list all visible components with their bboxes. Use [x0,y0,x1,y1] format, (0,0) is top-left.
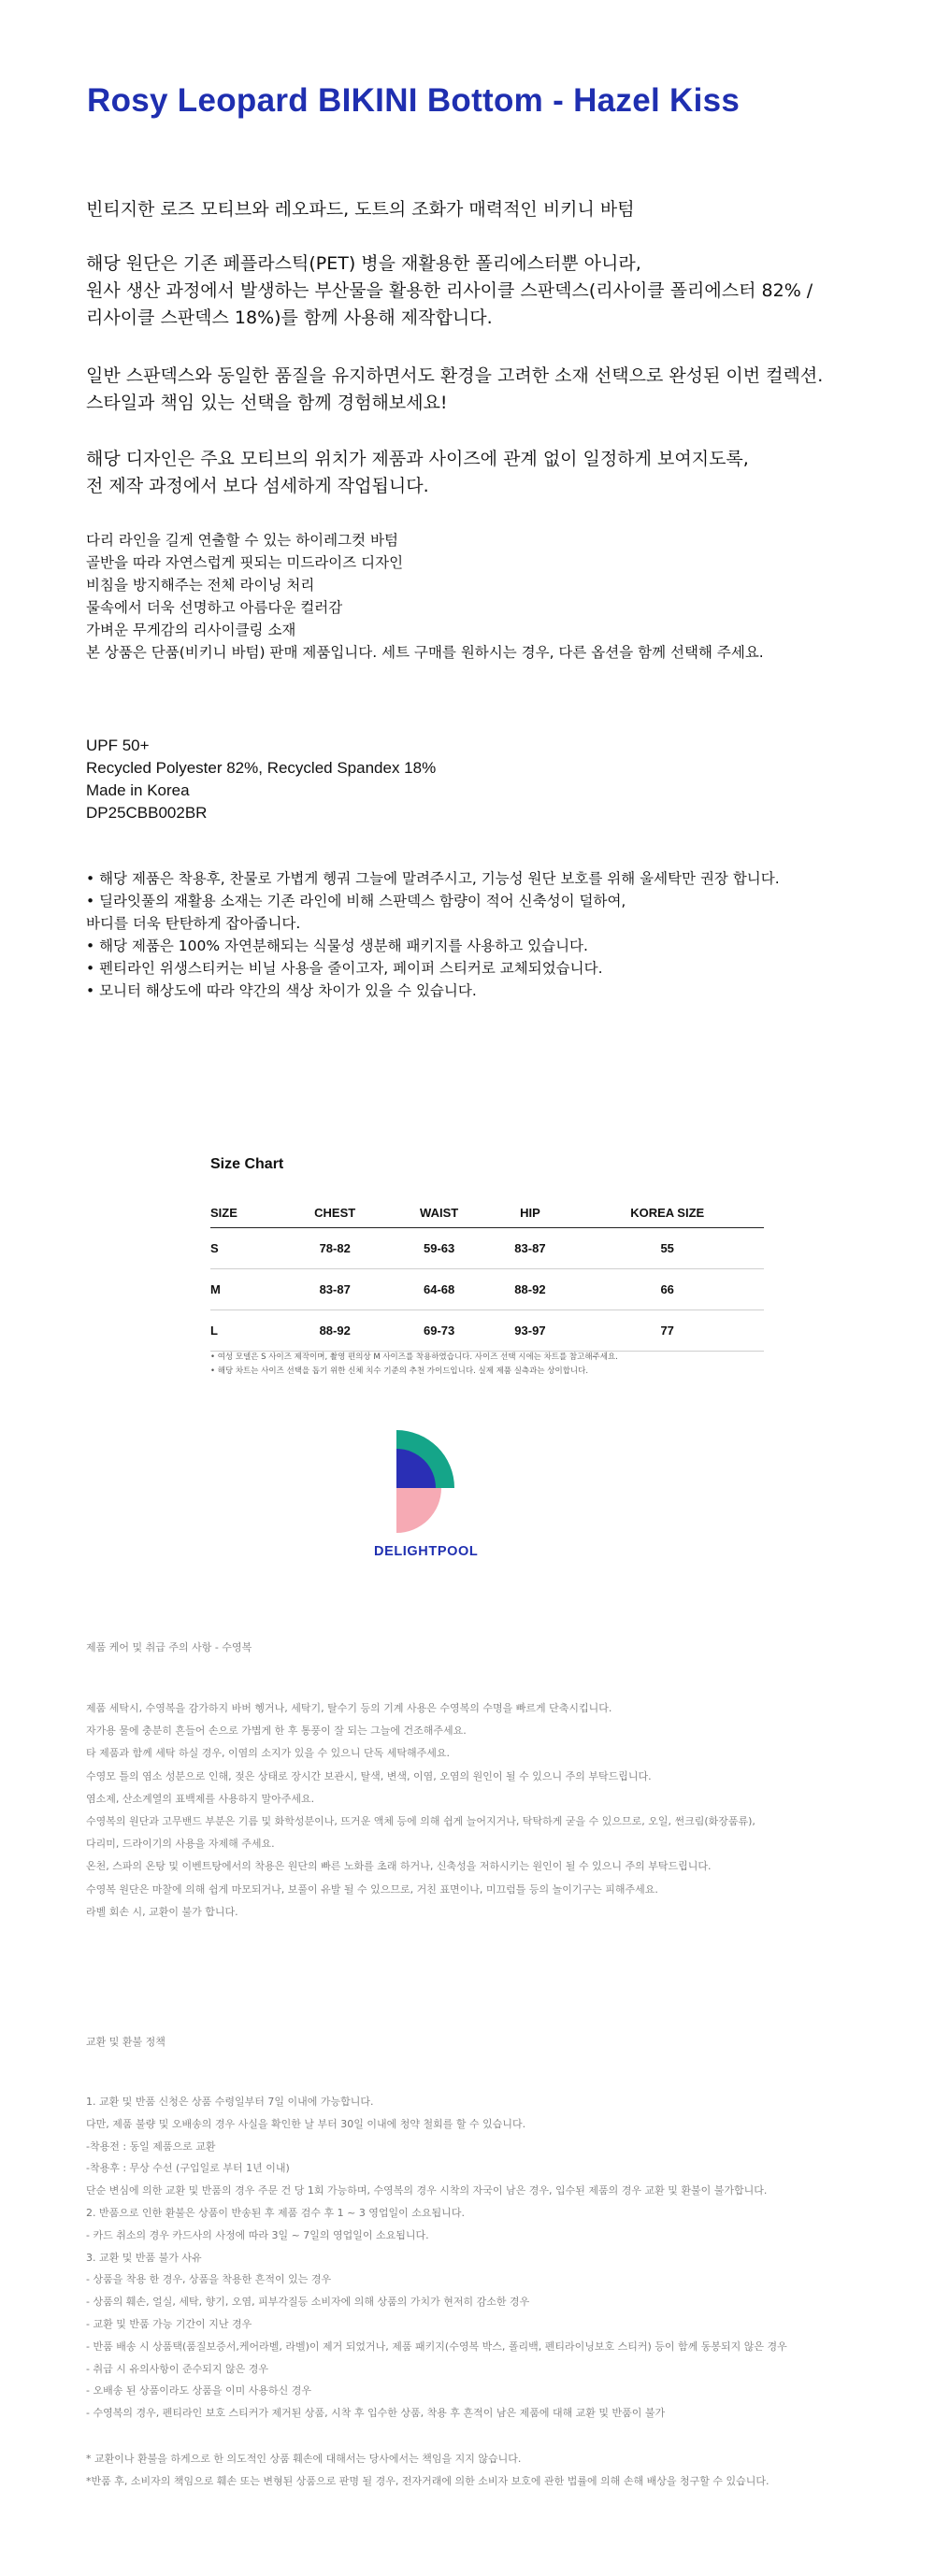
care-line: 염소제, 산소계열의 표백제를 사용하지 말아주세요. [86,1792,315,1805]
table-cell: L [210,1309,281,1351]
header-cell: WAIST [389,1199,490,1227]
notice-item: • 모니터 해상도에 따라 약간의 색상 차이가 있을 수 있습니다. [86,982,477,999]
table-cell: 93-97 [489,1309,570,1351]
description-motif [86,446,909,500]
exchange-line: 다만, 제품 불량 및 오배송의 경우 사실을 확인한 날 부터 30일 이내에 청약 철회를 할 수 있습니다. [86,2117,526,2130]
notice-item: • 딜라잇풀의 재활용 소재는 기존 라인에 비해 스판덱스 함량이 적어 신축성이 덜하여, [86,893,626,909]
description-line: 리사이클 스판덱스 18%)를 함께 사용해 제작합니다. [86,308,493,328]
table-cell: 77 [570,1309,764,1351]
description-fabric [86,250,909,332]
care-line: 온천, 스파의 온탕 및 이벤트탕에서의 착용은 원단의 빠른 노화를 초래 하거나, 신축성을 저하시키는 원인이 될 수 있으니 주의 부탁드립니다. [86,1860,712,1873]
exchange-line: - 오배송 된 상품이라도 상품을 이미 사용하신 경우 [86,2384,311,2397]
size-chart-notes [210,1351,618,1379]
table-cell: 59-63 [389,1227,490,1268]
exchange-footnote: * 교환이나 환불을 하게으로 한 의도적인 상품 훼손에 대해서는 당사에서는 책임을 지지 않습니다. [86,2453,522,2465]
spec-list [86,735,909,824]
exchange-line: - 상품을 착용 한 경우, 상품을 착용한 흔적이 있는 경우 [86,2273,332,2286]
care-instructions [86,1697,755,1924]
table-cell: 66 [570,1268,764,1309]
table-cell: S [210,1227,281,1268]
size-chart-note: • 여성 모델은 S 사이즈 제작이며, 촬영 편의상 M 사이즈를 착용하였습니다. 사이즈 선택 시에는 차트를 참고해주세요. [210,1352,618,1362]
description-line: 일반 스판덱스와 동일한 품질을 유지하면서도 환경을 고려한 소재 선택으로 완성된 이번 컬렉션. [86,365,824,386]
care-line: 수영복의 원단과 고무밴드 부분은 기름 및 화학성분이나, 뜨거운 액체 등에 의해 쉽게 늘어지거나, 탁탁하게 굳을 수 있으므로, 오일, 썬크림(화장품류), [86,1815,755,1828]
notice-list [86,867,909,1002]
feature-item: 다리 라인을 길게 연출할 수 있는 하이레그컷 바텀 [86,532,398,549]
exchange-heading: 교환 및 환불 정책 [86,2036,165,2048]
table-row [210,1309,764,1351]
exchange-line: - 수영복의 경우, 펜티라인 보호 스티커가 제거된 상품, 시착 후 입수한 상품, 착용 후 흔적이 남은 제품에 대해 교환 및 반품이 불가 [86,2407,666,2420]
description-collection [86,363,909,417]
exchange-line: - 취급 시 유의사항이 준수되지 않은 경우 [86,2362,268,2375]
feature-item: 본 상품은 단품(비키니 바텀) 판매 제품입니다. 세트 구매를 원하시는 경우, 다른 옵션을 함께 선택해 주세요. [86,644,764,661]
description-line: 전 제작 과정에서 보다 섬세하게 작업됩니다. [86,476,429,496]
feature-list [86,529,909,664]
header-cell: CHEST [281,1199,389,1227]
exchange-policy [86,2091,787,2425]
exchange-line: - 카드 취소의 경우 카드사의 사정에 따라 3일 ~ 7일의 영업일이 소요됩니다. [86,2228,429,2241]
exchange-line: - 교환 및 반품 가능 기간이 지난 경우 [86,2317,252,2330]
exchange-line: 1. 교환 및 반품 신청은 상품 수령일부터 7일 이내에 가능합니다. [86,2096,374,2108]
care-line: 수영모 틀의 염소 성분으로 인해, 젖은 상태로 장시간 보관시, 탈색, 변색, 이염, 오염의 원인이 될 수 있으니 주의 부탁드립니다. [86,1769,652,1782]
logo-pink-shape [396,1488,441,1533]
exchange-line: -착용후 : 무상 수선 (구입일로 부터 1년 이내) [86,2162,290,2175]
table-cell: 88-92 [281,1309,389,1351]
description-line: 스타일과 책임 있는 선택을 함께 경험해보세요! [86,393,448,413]
feature-item: 물속에서 더욱 선명하고 아름다운 컬러감 [86,599,343,616]
table-cell: 55 [570,1227,764,1268]
notice-item: • 해당 제품은 100% 자연분해되는 식물성 생분해 패키지를 사용하고 있습니다. [86,937,588,954]
size-chart-title: Size Chart [210,1156,284,1172]
spec-item: UPF 50+ [86,737,150,754]
notice-item: • 펜티라인 위생스티커는 비닐 사용을 줄이고자, 페이퍼 스티커로 교체되었습니다. [86,960,603,977]
exchange-line: 단순 변심에 의한 교환 및 반품의 경우 주문 건 당 1회 가능하며, 수영복의 경우 시착의 자국이 남은 경우, 입수된 제품의 경우 교환 및 환불이 불가합니다. [86,2184,768,2197]
brand-logo-text: DELIGHTPOOL [374,1544,479,1559]
table-cell: 69-73 [389,1309,490,1351]
exchange-line: - 반품 배송 시 상품택(품질보증서,케어라벨, 라벨)이 제거 되었거나, 제품 패키지(수영복 박스, 폴리백, 펜티라이닝보호 스티커) 등이 함께 동봉되지 않은 경우 [86,2340,787,2353]
table-cell: M [210,1268,281,1309]
spec-item: Recycled Polyester 82%, Recycled Spandex 18% [86,759,437,777]
size-chart-table [210,1199,764,1352]
table-row [210,1227,764,1268]
table-row [210,1268,764,1309]
care-line: 수영복 원단은 마찰에 의해 쉽게 마모되거나, 보풀이 유발 될 수 있으므로, 거친 표면이나, 미끄럼틀 등의 놀이기구는 피해주세요. [86,1882,658,1896]
care-line: 타 제품과 함께 세탁 하실 경우, 이염의 소지가 있을 수 있으니 단독 세탁해주세요. [86,1747,450,1760]
notice-item: • 해당 제품은 착용후, 찬물로 가볍게 헹궈 그늘에 말려주시고, 기능성 원단 보호를 위해 울세탁만 권장 합니다. [86,870,780,887]
care-line: 자가용 물에 충분히 흔들어 손으로 가볍게 한 후 통풍이 잘 되는 그늘에 건조해주세요. [86,1724,467,1738]
notice-item: 바디를 더욱 탄탄하게 잡아줍니다. [86,915,301,932]
table-cell: 64-68 [389,1268,490,1309]
spec-item: DP25CBB002BR [86,804,208,822]
product-title: Rosy Leopard BIKINI Bottom - Hazel Kiss [87,82,741,119]
description-line: 해당 디자인은 주요 모티브의 위치가 제품과 사이즈에 관계 없이 일정하게 보여지도록, [86,449,749,469]
header-cell: HIP [489,1199,570,1227]
description-line: 해당 원단은 기존 페플라스틱(PET) 병을 재활용한 폴리에스터뿐 아니라, [86,253,641,274]
header-cell: SIZE [210,1199,281,1227]
table-cell: 78-82 [281,1227,389,1268]
table-cell: 83-87 [281,1268,389,1309]
table-cell: 88-92 [489,1268,570,1309]
feature-item: 비침을 방지해주는 전체 라이닝 처리 [86,577,315,594]
header-cell: KOREA SIZE [570,1199,764,1227]
exchange-line: 2. 반품으로 인한 환불은 상품이 반송된 후 제품 검수 후 1 ~ 3 영업일이 소요됩니다. [86,2206,465,2219]
exchange-line: - 상품의 훼손, 얼실, 세탁, 향기, 오염, 피부각질등 소비자에 의해 상품의 가치가 현저히 감소한 경우 [86,2296,530,2309]
exchange-footer [86,2448,769,2493]
exchange-line: -착용전 : 동일 제품으로 교환 [86,2140,216,2153]
description-line: 빈티지한 로즈 모티브와 레오파드, 도트의 조화가 매력적인 비키니 바텀 [86,199,635,220]
feature-item: 골반을 따라 자연스럽게 핏되는 미드라이즈 디자인 [86,554,404,571]
exchange-footnote: *반품 후, 소비자의 책임으로 훼손 또는 변형된 상품으로 판명 될 경우, 전자거래에 의한 소비자 보호에 관한 법률에 의해 손해 배상을 청구할 수 있습니다. [86,2475,770,2487]
delightpool-logo-icon [396,1430,484,1542]
description-intro [86,196,909,223]
care-line: 제품 세탁시, 수영복을 감가하지 바버 헹거나, 세탁기, 탈수기 등의 기계 사용은 수영복의 수명을 빠르게 단축시킵니다. [86,1702,612,1714]
feature-item: 가벼운 무게감의 리사이클링 소재 [86,622,296,638]
description-line: 원사 생산 과정에서 발생하는 부산물을 활용한 리사이클 스판덱스(리사이클 폴리에스터 82% / [86,280,813,301]
spec-item: Made in Korea [86,781,190,799]
care-line: 다리미, 드라이기의 사용을 자제해 주세요. [86,1838,275,1851]
care-heading: 제품 케어 및 취급 주의 사항 - 수영복 [86,1641,252,1653]
exchange-line: 3. 교환 및 반품 불가 사유 [86,2251,202,2264]
care-line: 라벨 회손 시, 교환이 불가 합니다. [86,1905,238,1918]
table-cell: 83-87 [489,1227,570,1268]
size-chart-header-row [210,1199,764,1227]
size-chart-note: • 해당 차트는 사이즈 선택을 돕기 위한 신체 치수 기준의 추천 가이드입니다. 실제 제품 실측과는 상이합니다. [210,1367,589,1376]
